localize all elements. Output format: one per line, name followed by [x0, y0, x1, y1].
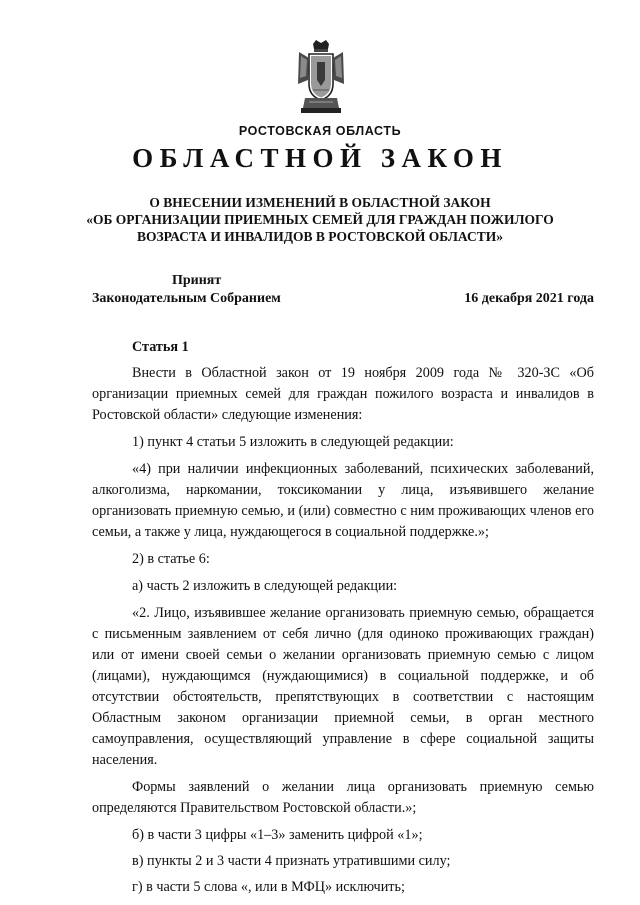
paragraph: Формы заявлений о желании лица организовать приемную семью определяются Правительством Ростовской области.»;: [92, 779, 594, 816]
paragraph: 2) в статье 6:: [132, 551, 210, 567]
paragraph: «4) при наличии инфекционных заболеваний, психических заболеваний, алкоголизма, наркомании, токсикомании у лица, изъявившего желание организовать приемную семью, и (или) совместно с ним проживающих членов его семьи, а также у лица, нуждающегося в социальной поддержке.»;: [92, 461, 594, 540]
paragraph: 1) пункт 4 статьи 5 изложить в следующей редакции:: [132, 434, 454, 450]
paragraph: г) в части 5 слова «, или в МФЦ» исключить;: [132, 879, 405, 895]
paragraph: Внести в Областной закон от 19 ноября 2009 года № 320-ЗС «Об организации приемных семей для граждан пожилого возраста и инвалидов в Ростовской области» следующие изменения:: [92, 365, 594, 423]
adopted-by: Законодательным Собранием: [92, 291, 281, 306]
article-heading: Статья 1: [132, 339, 189, 355]
article-body: [92, 338, 594, 903]
coat-of-arms-emblem: [295, 40, 347, 114]
law-title: [60, 194, 580, 245]
law-title-line: ВОЗРАСТА И ИНВАЛИДОВ В РОСТОВСКОЙ ОБЛАСТИ»: [136, 229, 504, 244]
paragraph: «2. Лицо, изъявившее желание организовать приемную семью, обращается с письменным заявлением от себя лично (для одиноко проживающих граждан) или от имени своей семьи о желании организовать приемную семью с лицом (лицами), нуждающимся (нуждающимися) в социальной поддержке, и об отсутствии обстоятельств, препятствующих в соответствии с настоящим Областным законом организации приемной семьи, в орган местного самоуправления, осуществляющий управление в сфере социальной защиты населения.: [92, 605, 594, 768]
adopted-label: Принят: [172, 273, 222, 288]
paragraph: в) пункты 2 и 3 части 4 признать утратившими силу;: [132, 853, 451, 869]
region-name: РОСТОВСКАЯ ОБЛАСТЬ: [238, 124, 402, 138]
paragraph: а) часть 2 изложить в следующей редакции:: [132, 578, 398, 594]
law-title-line: «ОБ ОРГАНИЗАЦИИ ПРИЕМНЫХ СЕМЕЙ ДЛЯ ГРАЖДАН ПОЖИЛОГО: [86, 212, 554, 227]
law-title-line: О ВНЕСЕНИИ ИЗМЕНЕНИЙ В ОБЛАСТНОЙ ЗАКОН: [149, 195, 491, 210]
paragraph: б) в части 3 цифры «1–3» заменить цифрой «1»;: [132, 827, 423, 843]
document-type: ОБЛАСТНОЙ ЗАКОН: [132, 143, 508, 173]
adoption-block: [92, 272, 281, 308]
adoption-date: 16 декабря 2021 года: [464, 291, 594, 306]
